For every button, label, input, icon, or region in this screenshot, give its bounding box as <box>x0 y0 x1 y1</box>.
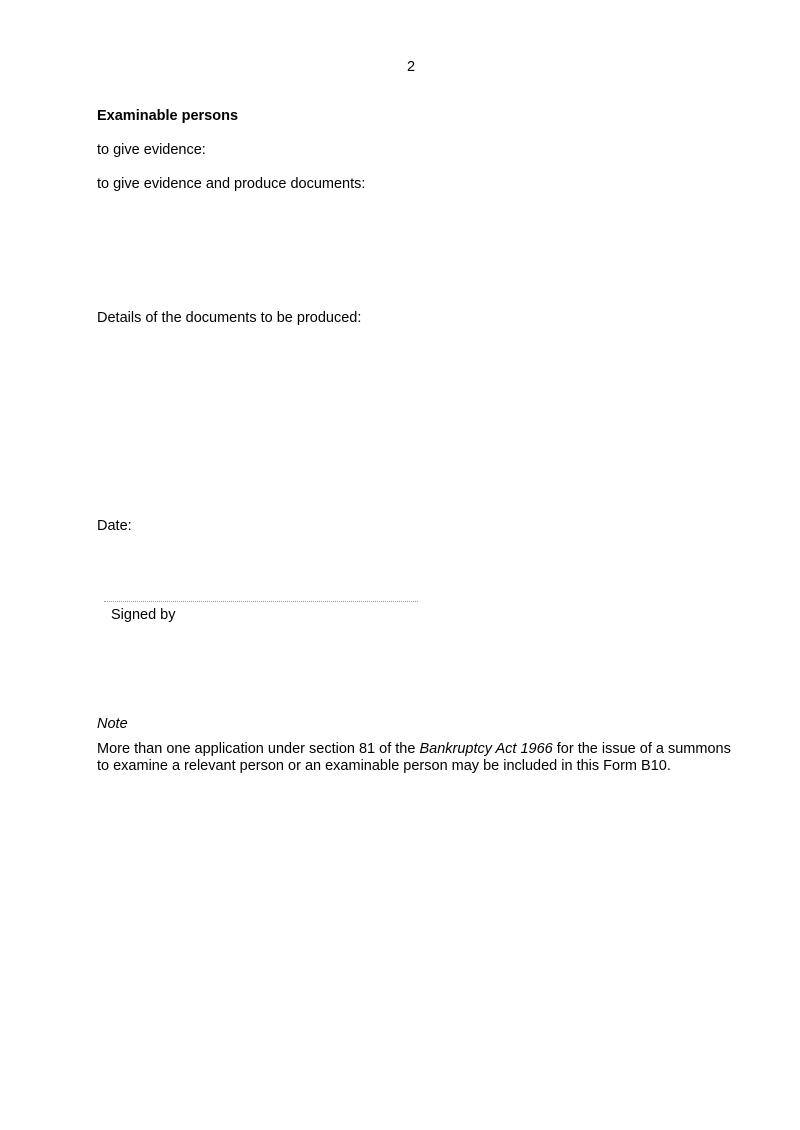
note-text-after-act: for the issue of a summons to examine a relevant person or an examinable person may be included in this Form B10. <box>97 741 731 774</box>
signed-by-label: Signed by <box>111 607 176 623</box>
note-body <box>97 741 737 775</box>
page-number: 2 <box>406 59 416 75</box>
section-heading: Examinable persons <box>97 108 239 124</box>
note-text-before-act: More than one application under section 81 of the <box>97 741 420 757</box>
documents-details-label: Details of the documents to be produced: <box>97 310 362 326</box>
give-evidence-and-produce-documents-label: to give evidence and produce documents: <box>97 176 366 192</box>
note-title: Note <box>97 716 128 732</box>
signature-line <box>104 601 418 602</box>
date-label: Date: <box>97 518 132 534</box>
give-evidence-label: to give evidence: <box>97 142 206 158</box>
act-name: Bankruptcy Act 1966 <box>419 741 553 757</box>
